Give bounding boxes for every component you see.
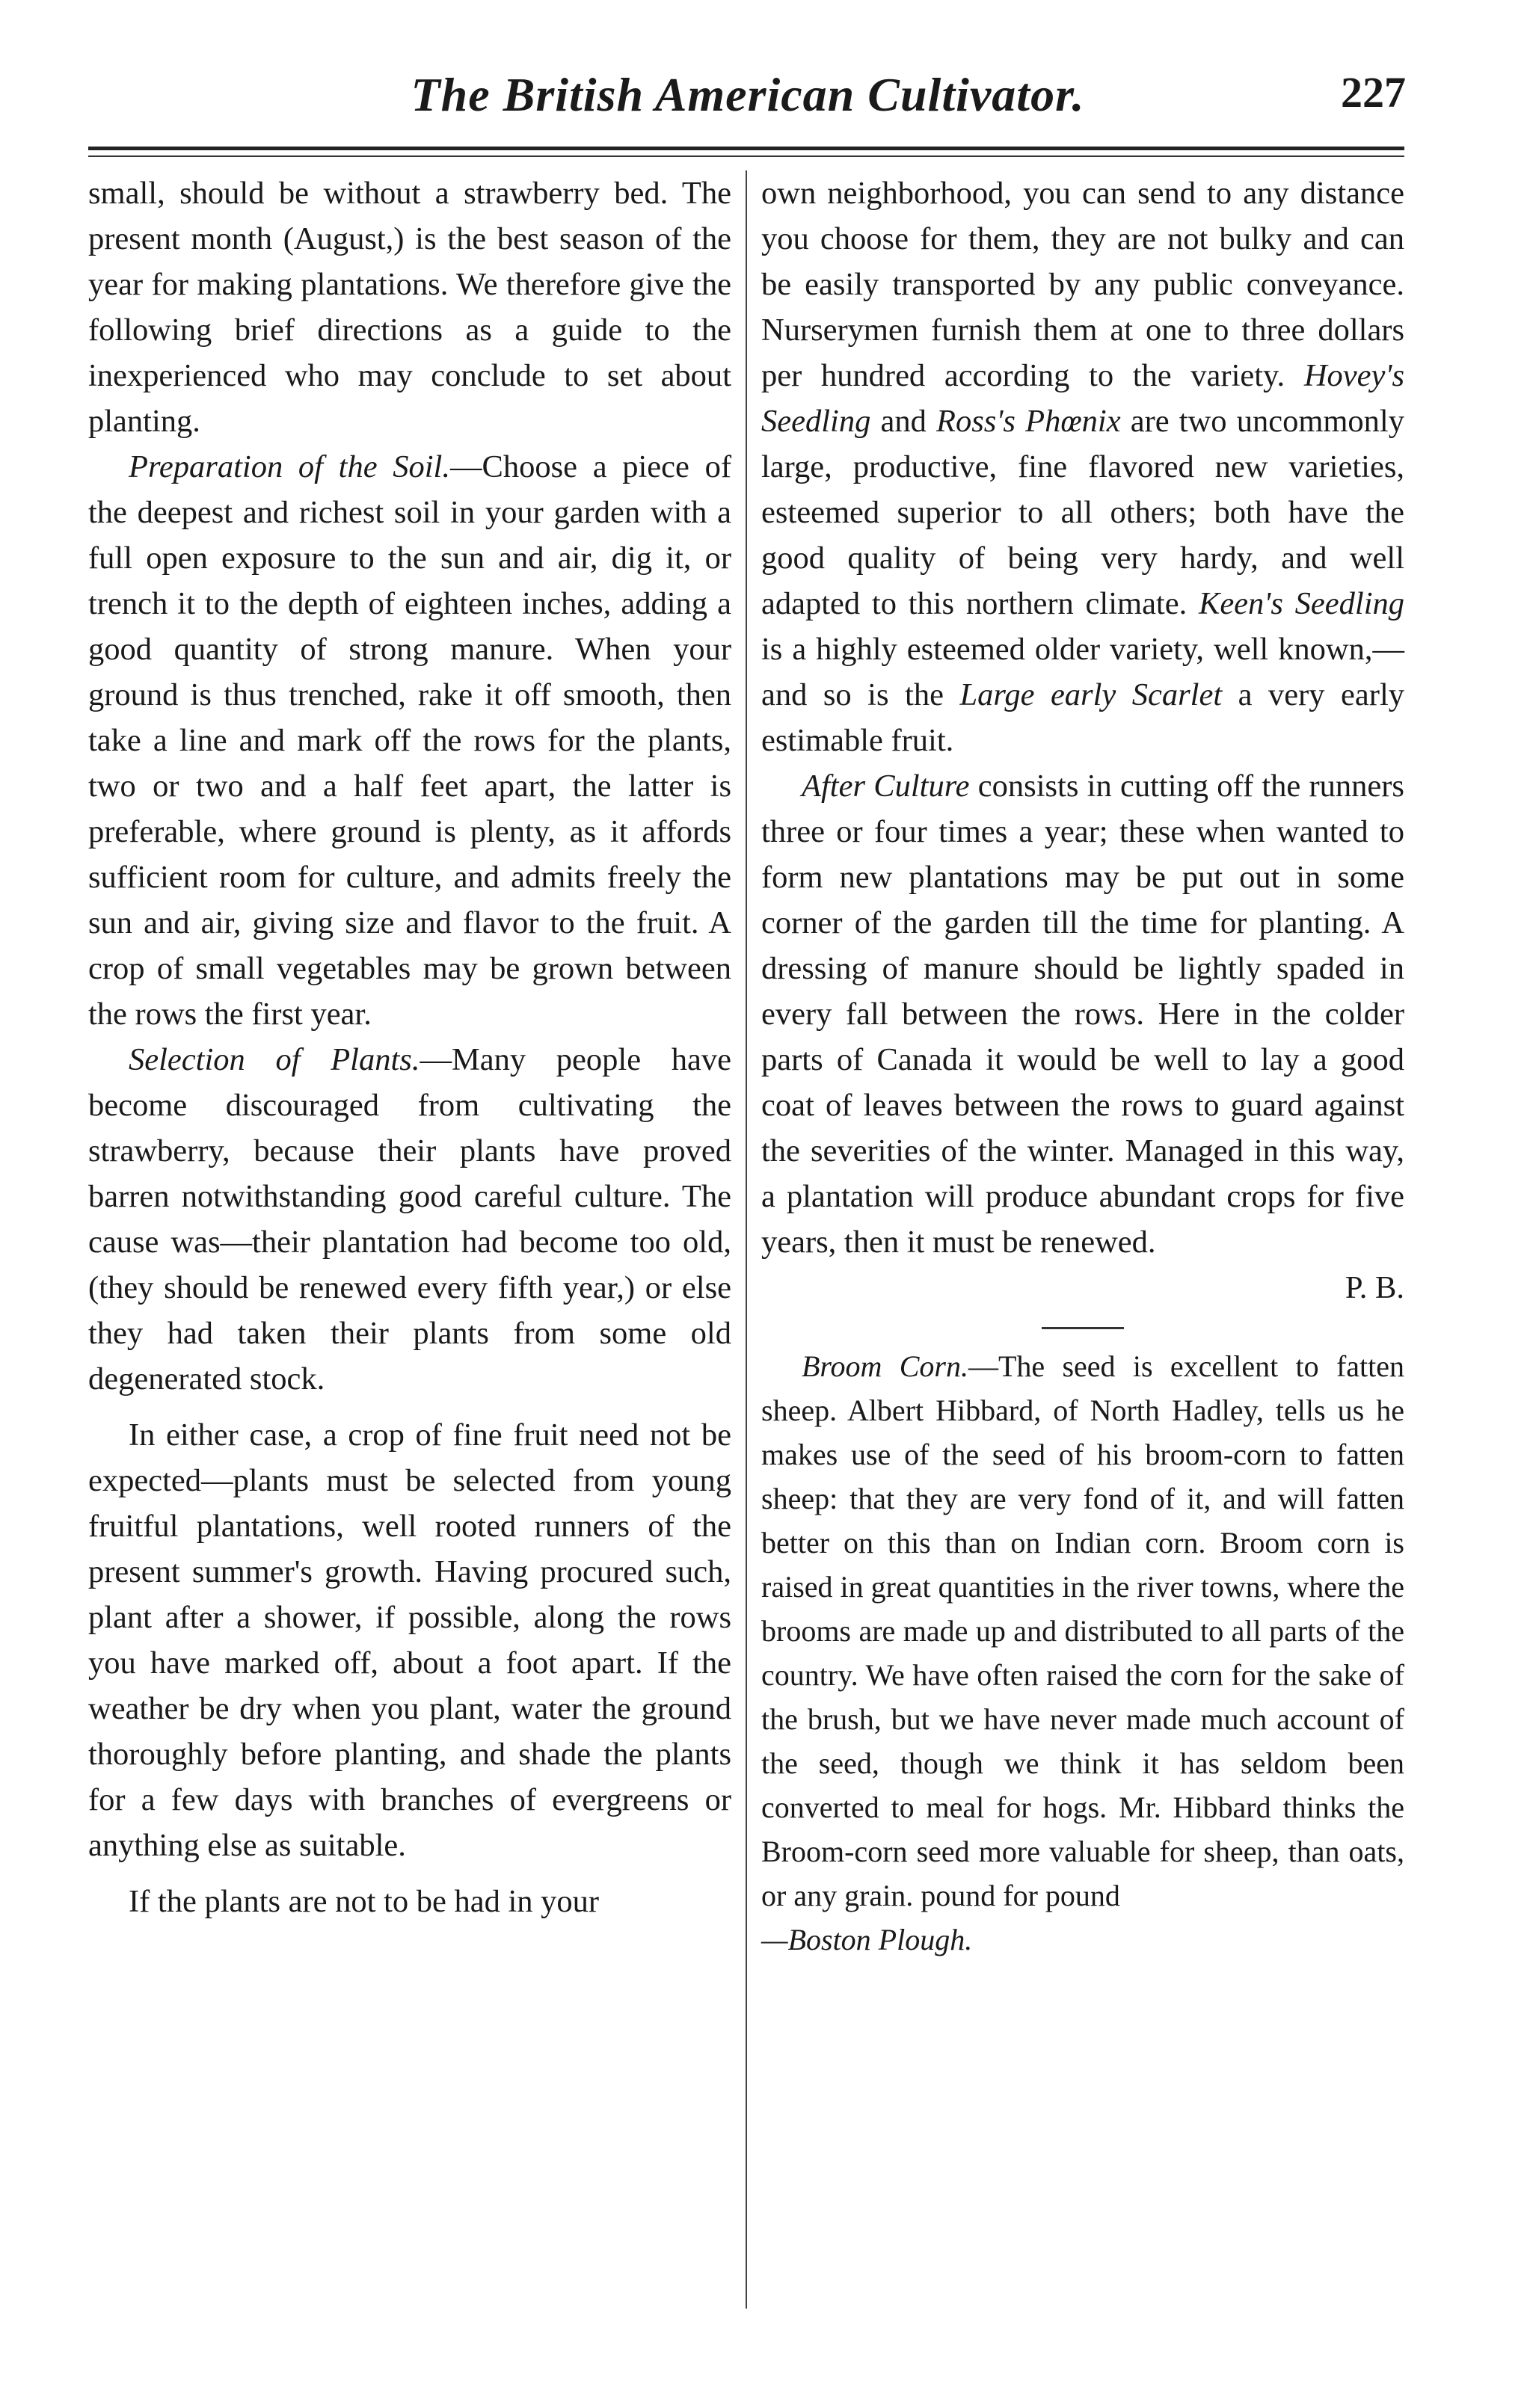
paragraph-soil bbox=[88, 444, 731, 1037]
variety-name: Keen's Seedling bbox=[1198, 586, 1404, 621]
source-credit bbox=[761, 1918, 1404, 1962]
section-heading: Preparation of the Soil. bbox=[129, 449, 450, 484]
source-name: —Boston Plough. bbox=[761, 1923, 973, 1956]
paragraph-after-culture bbox=[761, 763, 1404, 1265]
page-header bbox=[82, 67, 1413, 142]
paragraph-text: —Many people have become discouraged from cultivating the strawberry, because their plants have proved barren notwithstanding good careful culture. The cause was—their plantation had become too old, (they should be renewed every fifth year,) or else they had taken their plants from some old degenerated stock. bbox=[88, 1042, 731, 1397]
section-heading: After Culture bbox=[802, 769, 970, 804]
paragraph-broom-corn bbox=[761, 1344, 1404, 1918]
section-heading: Selection of Plants. bbox=[129, 1042, 420, 1077]
paragraph-text: are two uncommonly large, productive, fine flavored new varieties, esteemed superior to all others; both have the good quality of being very hardy, and well adapted to this northern climate. bbox=[761, 404, 1404, 621]
header-rule bbox=[88, 147, 1404, 150]
paragraph-text: —Choose a piece of the deepest and richest soil in your garden with a full open exposure to the sun and air, dig it, or trench it to the depth of eighteen inches, adding a good quantity of strong manure. When your ground is thus trenched, rake it off smooth, then take a line and mark off the rows for the plants, two or two and a half feet apart, the latter is preferable, where ground is plenty, as it affords sufficient room for culture, and admits freely the sun and air, giving size and flavor to the fruit. A crop of small vegetables may be grown between the rows the first year. bbox=[88, 449, 731, 1032]
left-column bbox=[88, 170, 731, 1924]
paragraph-selection bbox=[88, 1037, 731, 1402]
section-divider bbox=[1042, 1327, 1124, 1329]
paragraph: small, should be without a strawberry bed. The present month (August,) is the best season of the year for making plantations. We therefore give the following brief directions as a guide to the inexperienced who may conclude to set about planting. bbox=[88, 176, 731, 439]
journal-title: The British American Cultivator. bbox=[411, 68, 1085, 121]
paragraph-text: consists in cutting off the runners three or four times a year; these when wanted to form new plantations may be put out in some corner of the garden till the time for planting. A dressing of manure should be lightly spaded in every fall between the rows. Here in the colder parts of Canada it would be well to lay a good coat of leaves between the rows to guard against the severities of the winter. Managed in this way, a plantation will produce abundant crops for five years, then it must be renewed. bbox=[761, 769, 1404, 1260]
paragraph-text: is a highly esteemed older variety, well known,—and so is the bbox=[761, 632, 1404, 712]
paragraph: If the plants are not to be had in your bbox=[129, 1884, 600, 1919]
paragraph: In either case, a crop of fine fruit need not be expected—plants must be selected from young fruitful plantations, well rooted runners of the present summer's growth. Having procured such, plant after a shower, if possible, along the rows you have marked off, about a foot apart. If the weather be dry when you plant, water the ground thoroughly before planting, and shade the plants for a few days with branches of evergreens or anything else as suitable. bbox=[88, 1417, 731, 1863]
paragraph-text: own neighborhood, you can send to any distance you choose for them, they are not bulky and can be easily transported by any public conveyance. Nurserymen furnish them at one to three dollars per hundred according to the variety. bbox=[761, 176, 1404, 393]
column-divider bbox=[746, 170, 747, 2309]
section-heading: Broom Corn. bbox=[802, 1349, 968, 1383]
variety-name: Large early Scarlet bbox=[959, 677, 1223, 712]
header-rule-thin bbox=[88, 155, 1404, 157]
paragraph-text: a very early estimable fruit. bbox=[761, 677, 1404, 758]
paragraph-varieties bbox=[761, 170, 1404, 763]
variety-name: Hovey's Seedling bbox=[761, 358, 1404, 439]
right-column bbox=[761, 170, 1404, 1962]
page-number: 227 bbox=[1341, 68, 1406, 117]
paragraph-text: —The seed is excellent to fatten sheep. Albert Hibbard, of North Hadley, tells us he makes use of the seed of his broom-corn to fatten sheep: that they are very fond of it, and will fatten better on this than on Indian corn. Broom corn is raised in great quantities in the river towns, where the brooms are made up and distributed to all parts of the country. We have often raised the corn for the sake of the brush, but we have never made much account of the seed, though we think it has seldom been converted to meal for hogs. Mr. Hibbard thinks the Broom-corn seed more valuable for sheep, than oats, or any grain. pound for pound bbox=[761, 1349, 1404, 1912]
paragraph-text: and bbox=[870, 404, 937, 439]
author-signature: P. B. bbox=[1345, 1270, 1404, 1305]
variety-name: Ross's Phœnix bbox=[936, 404, 1121, 439]
